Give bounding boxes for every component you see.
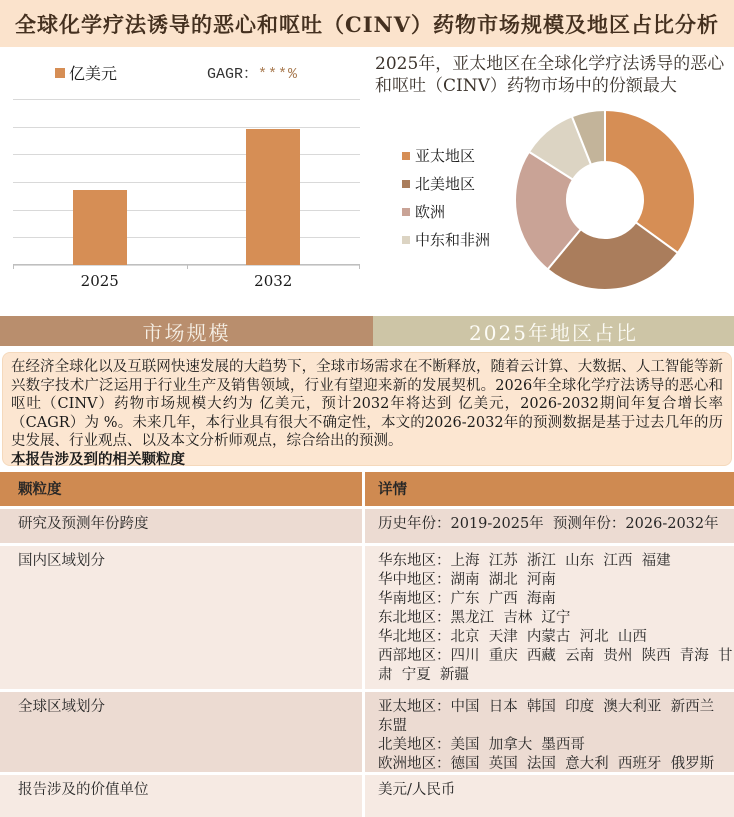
granularity-table [0, 472, 734, 817]
row-label-cell: 国内区域划分 [0, 546, 365, 689]
summary-box [2, 352, 732, 466]
legend-item [402, 147, 512, 166]
legend-marker-icon [402, 152, 410, 160]
legend-item [402, 203, 512, 222]
detail-line: 北美地区：美国 加拿大 墨西哥 [378, 737, 585, 753]
cagr-prefix: GAGR： [207, 66, 259, 83]
legend-label: 亚太地区 [415, 147, 476, 165]
pie-headline: 2025年，亚太地区在全球化学疗法诱导的恶心和呕吐（CINV）药物市场中的份额最大 [375, 54, 725, 96]
donut-chart [510, 105, 700, 295]
charts-section [0, 47, 734, 308]
legend-label: 北美地区 [415, 175, 476, 193]
legend-marker-icon [402, 236, 410, 244]
bar-plot-area [13, 99, 360, 265]
row-label-cell: 报告涉及的价值单位 [0, 775, 365, 817]
detail-line: 东北地区：黑龙江 吉林 辽宁 [378, 610, 571, 626]
table-row [0, 775, 734, 817]
detail-line: 欧洲地区：德国 英国 法国 意大利 西班牙 俄罗斯 [378, 756, 715, 772]
legend-swatch-icon [55, 68, 65, 78]
legend-item [402, 175, 512, 194]
gridline [13, 99, 360, 100]
tab-region-share[interactable]: 2025年地区占比 [373, 316, 734, 346]
detail-line: 华南地区：广东 广西 海南 [378, 591, 556, 607]
detail-line: 历史年份：2019-2025年 预测年份：2026-2032年 [378, 516, 719, 532]
legend-label: 欧洲 [415, 203, 446, 221]
gridline [13, 154, 360, 155]
detail-line: 华中地区：湖南 湖北 河南 [378, 572, 556, 588]
row-label-cell: 全球区域划分 [0, 692, 365, 772]
gridline [13, 237, 360, 238]
cagr-value: ***% [258, 66, 299, 83]
x-axis-label: 2025 [80, 272, 119, 290]
bar-2025 [73, 190, 127, 265]
header-cell-detail: 详情 [365, 472, 734, 506]
bar-chart-legend [55, 61, 117, 84]
x-axis-label: 2032 [254, 272, 293, 290]
header-cell-granularity: 颗粒度 [0, 472, 365, 506]
row-detail-cell [365, 509, 734, 543]
table-row [0, 546, 734, 689]
axis-tick [187, 265, 188, 269]
detail-line: 美元/人民币 [378, 782, 456, 798]
row-detail-cell [365, 546, 734, 689]
table-heading: 本报告涉及到的相关颗粒度 [11, 450, 185, 468]
tab-market-size[interactable]: 市场规模 [0, 316, 373, 346]
table-header-row [0, 472, 734, 506]
detail-line: 亚太地区：中国 日本 韩国 印度 澳大利亚 新西兰 东盟 [378, 699, 724, 734]
row-detail-cell [365, 692, 734, 772]
table-row [0, 509, 734, 543]
legend-item [402, 231, 512, 250]
axis-tick [359, 265, 360, 269]
legend-marker-icon [402, 208, 410, 216]
detail-line: 华东地区：上海 江苏 浙江 山东 江西 福建 [378, 553, 671, 569]
row-label-cell: 研究及预测年份跨度 [0, 509, 365, 543]
cagr-label [207, 62, 298, 83]
gridline [13, 210, 360, 211]
detail-line: 西部地区：四川 重庆 西藏 云南 贵州 陕西 青海 甘肃 宁夏 新疆 [378, 648, 733, 683]
unit-label: 亿美元 [69, 64, 118, 83]
summary-paragraph: 在经济全球化以及互联网快速发展的大趋势下，全球市场需求在不断释放，随着云计算、大数据、人工智能等新兴数字技术广泛运用于行业生产及销售领域，行业有望迎来新的发展契机。2026年全球化学疗法诱导的恶心和呕吐（CINV）药物市场规模大约为 亿美元，预计2032年将达到 亿美元，2026-2032期间年复合增长率（CAGR）为 %。未来几年，本行业具有很大不确定性，本文的2026-2032年的预测数据是基于过去几年的历史发展、行业观点、以及本文分析师观点，综合给出的预测。 [11, 359, 723, 449]
legend-label: 中东和非洲 [415, 231, 491, 249]
gridline [13, 182, 360, 183]
legend-marker-icon [402, 180, 410, 188]
table-body [0, 509, 734, 817]
section-tabs [0, 316, 734, 346]
pie-legend [402, 147, 512, 259]
row-detail-cell [365, 775, 734, 817]
bar-x-axis-labels [13, 272, 360, 290]
page-title: 全球化学疗法诱导的恶心和呕吐（CINV）药物市场规模及地区占比分析 [14, 11, 720, 37]
title-bar [0, 0, 734, 47]
bar-2032 [246, 129, 300, 265]
detail-line: 华北地区：北京 天津 内蒙古 河北 山西 [378, 629, 647, 645]
axis-tick [13, 265, 14, 269]
table-row [0, 692, 734, 772]
gridline [13, 127, 360, 128]
